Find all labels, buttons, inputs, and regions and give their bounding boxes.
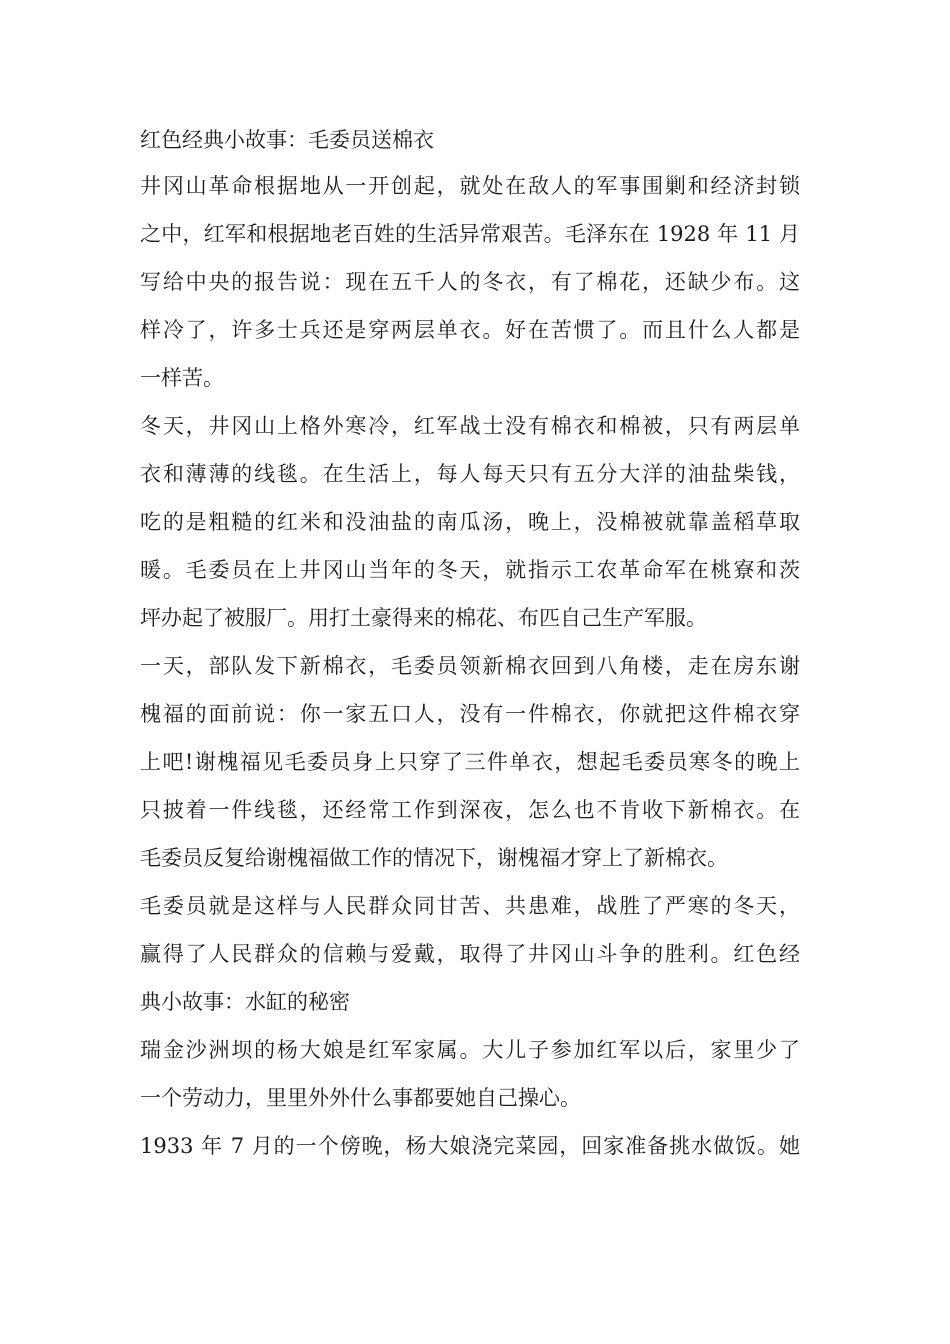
paragraph-4 bbox=[140, 882, 800, 1026]
text-line: 毛委员就是这样与人民群众同甘苦、共患难，战胜了严寒的冬天， bbox=[140, 894, 800, 918]
text-line: 上吧!谢槐福见毛委员身上只穿了三件单衣，想起毛委员寒冬的晚上 bbox=[140, 750, 800, 774]
text-line: 毛委员反复给谢槐福做工作的情况下，谢槐福才穿上了新棉衣。 bbox=[140, 846, 728, 870]
text-line: 样冷了，许多士兵还是穿两层单衣。好在苦惯了。而且什么人都是 bbox=[140, 318, 800, 342]
document-title: 红色经典小故事：毛委员送棉衣 bbox=[140, 128, 434, 152]
text-line: 一样苦。 bbox=[140, 366, 224, 390]
text-line: 写给中央的报告说：现在五千人的冬衣，有了棉花，还缺少布。这 bbox=[140, 270, 800, 294]
paragraph-2 bbox=[140, 402, 800, 642]
text-line: 坪办起了被服厂。用打土豪得来的棉花、布匹自己生产军服。 bbox=[140, 606, 707, 630]
text-line: 1933 年 7 月的一个傍晚，杨大娘浇完菜园，回家准备挑水做饭。她 bbox=[140, 1134, 800, 1158]
paragraph-1 bbox=[140, 162, 800, 402]
text-line: 瑞金沙洲坝的杨大娘是红军家属。大儿子参加红军以后，家里少了 bbox=[140, 1038, 800, 1062]
text-line: 一天，部队发下新棉衣，毛委员领新棉衣回到八角楼，走在房东谢 bbox=[140, 654, 800, 678]
text-line: 冬天，井冈山上格外寒冷，红军战士没有棉衣和棉被，只有两层单 bbox=[140, 414, 800, 438]
text-line: 暖。毛委员在上井冈山当年的冬天，就指示工农革命军在桃寮和茨 bbox=[140, 558, 800, 582]
paragraph-5 bbox=[140, 1026, 800, 1122]
paragraph-6 bbox=[140, 1122, 800, 1170]
paragraph-3 bbox=[140, 642, 800, 882]
text-line: 典小故事：水缸的秘密 bbox=[140, 990, 350, 1014]
text-line: 一个劳动力，里里外外什么事都要她自己操心。 bbox=[140, 1086, 581, 1110]
text-line: 赢得了人民群众的信赖与爱戴，取得了井冈山斗争的胜利。红色经 bbox=[140, 942, 800, 966]
text-line: 只披着一件线毯，还经常工作到深夜，怎么也不肯收下新棉衣。在 bbox=[140, 798, 800, 822]
text-line: 衣和薄薄的线毯。在生活上，每人每天只有五分大洋的油盐柴钱， bbox=[140, 462, 800, 486]
text-line: 槐福的面前说：你一家五口人，没有一件棉衣，你就把这件棉衣穿 bbox=[140, 702, 800, 726]
text-line: 井冈山革命根据地从一开创起，就处在敌人的军事围剿和经济封锁 bbox=[140, 174, 800, 198]
text-line: 之中，红军和根据地老百姓的生活异常艰苦。毛泽东在 1928 年 11 月 bbox=[140, 222, 800, 246]
text-line: 吃的是粗糙的红米和没油盐的南瓜汤，晚上，没棉被就靠盖稻草取 bbox=[140, 510, 800, 534]
document-body bbox=[140, 118, 800, 1170]
